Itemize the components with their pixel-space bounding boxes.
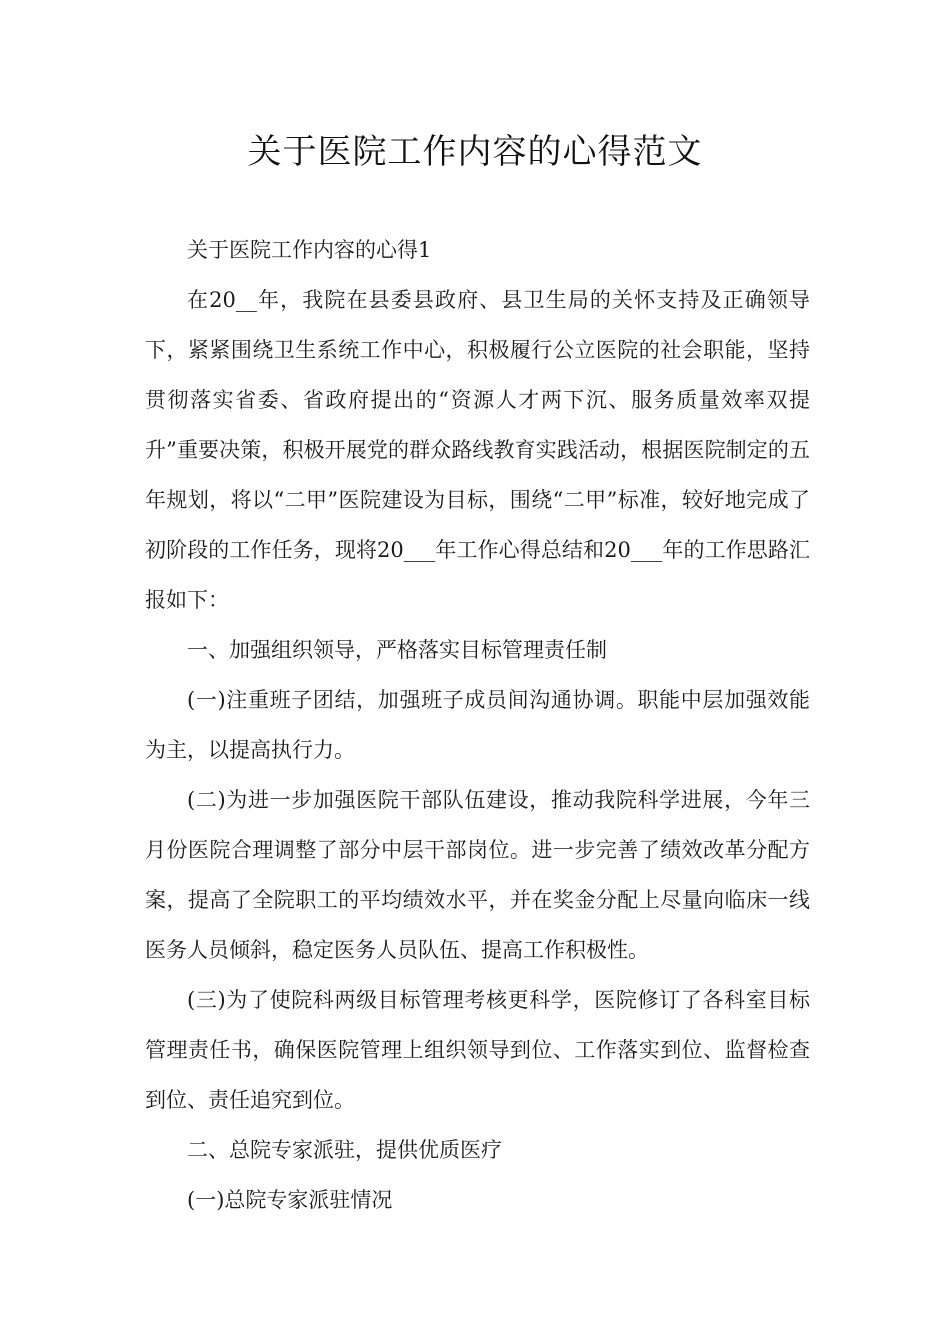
- document-title: 关于医院工作内容的心得范文: [247, 132, 703, 172]
- paragraph-item-1-1: (一)注重班子团结，加强班子成员间沟通协调。职能中层加强效能为主，以提高执行力。: [145, 688, 810, 762]
- paragraph-subtitle: 关于医院工作内容的心得1: [187, 238, 432, 262]
- paragraph-item-1-2: (二)为进一步加强医院干部队伍建设，推动我院科学进展，今年三月份医院合理调整了部分中层干部岗位。进一步完善了绩效改革分配方案，提高了全院职工的平均绩效水平，并在奖金分配上尽量向临床一线医务人员倾斜，稳定医务人员队伍、提高工作积极性。: [145, 788, 810, 962]
- heading-section-2: 二、总院专家派驻，提供优质医疗: [187, 1138, 502, 1162]
- paragraph-item-1-3: (三)为了使院科两级目标管理考核更科学，医院修订了各科室目标管理责任书，确保医院管理上组织领导到位、工作落实到位、监督检查到位、责任追究到位。: [145, 988, 810, 1112]
- document-body: [145, 225, 810, 1225]
- paragraph-intro: 在20__年，我院在县委县政府、县卫生局的关怀支持及正确领导下，紧紧围绕卫生系统工作中心，积极履行公立医院的社会职能，坚持贯彻落实省委、省政府提出的“资源人才两下沉、服务质量效率双提升”重要决策，积极开展党的群众路线教育实践活动，根据医院制定的五年规划，将以“二甲”医院建设为目标，围绕“二甲”标准，较好地完成了初阶段的工作任务，现将20___年工作心得总结和20___年的工作思路汇报如下：: [145, 288, 810, 612]
- paragraph-item-2-1: (一)总院专家派驻情况: [187, 1188, 393, 1212]
- heading-section-1: 一、加强组织领导，严格落实目标管理责任制: [187, 638, 607, 662]
